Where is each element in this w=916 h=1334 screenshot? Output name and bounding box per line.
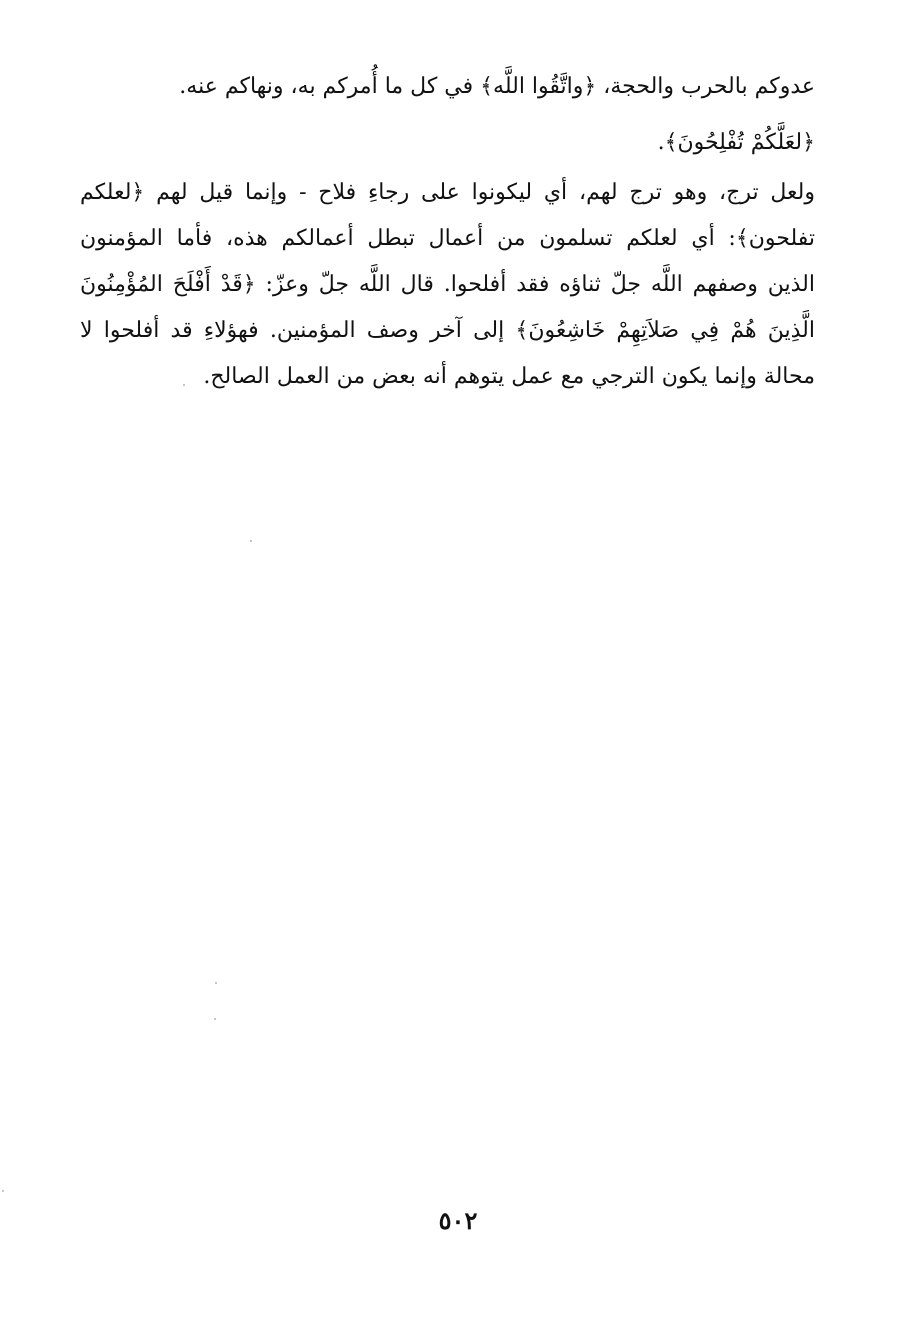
page-number: ٥٠٢ [438, 1206, 478, 1235]
quran-verse-line [80, 120, 815, 166]
text-line: عدوكم بالحرب والحجة، ﴿واتَّقُوا اللَّه﴾ في كل ما أُمركم به، ونهاكم عنه. [179, 74, 815, 99]
scan-speck [214, 1018, 216, 1020]
text-line: تفلحون﴾: أي لعلكم تسلمون من أعمال تبطل أعمالكم هذه، فأما المؤمنون [80, 226, 815, 251]
scan-speck [250, 540, 252, 542]
paragraph-3 [80, 170, 815, 400]
text-line: محالة وإنما يكون الترجي مع عمل يتوهم أنه بعض من العمل الصالح. [203, 364, 815, 389]
paragraph-1 [80, 64, 815, 110]
scan-speck [2, 1190, 4, 1192]
scan-speck [215, 982, 217, 984]
text-line: ﴿لعَلَّكُمْ تُفْلِحُونَ﴾. [657, 130, 815, 155]
text-line: ولعل ترج، وهو ترج لهم، أي ليكونوا على رجاءِ فلاح - وإنما قيل لهم ﴿لعلكم [80, 180, 815, 205]
text-line: الَّذِينَ هُمْ فِي صَلاَتِهِمْ خَاشِعُونَ﴾ إلى آخر وصف المؤمنين. فهؤلاءِ قد أفلحوا لا [80, 318, 815, 343]
text-line: الذين وصفهم اللَّه جلّ ثناؤه فقد أفلحوا. قال اللَّه جلّ وعزّ: ﴿قَدْ أَفْلَحَ المُؤْمِنُونَ [80, 272, 815, 297]
scan-speck [183, 384, 185, 386]
